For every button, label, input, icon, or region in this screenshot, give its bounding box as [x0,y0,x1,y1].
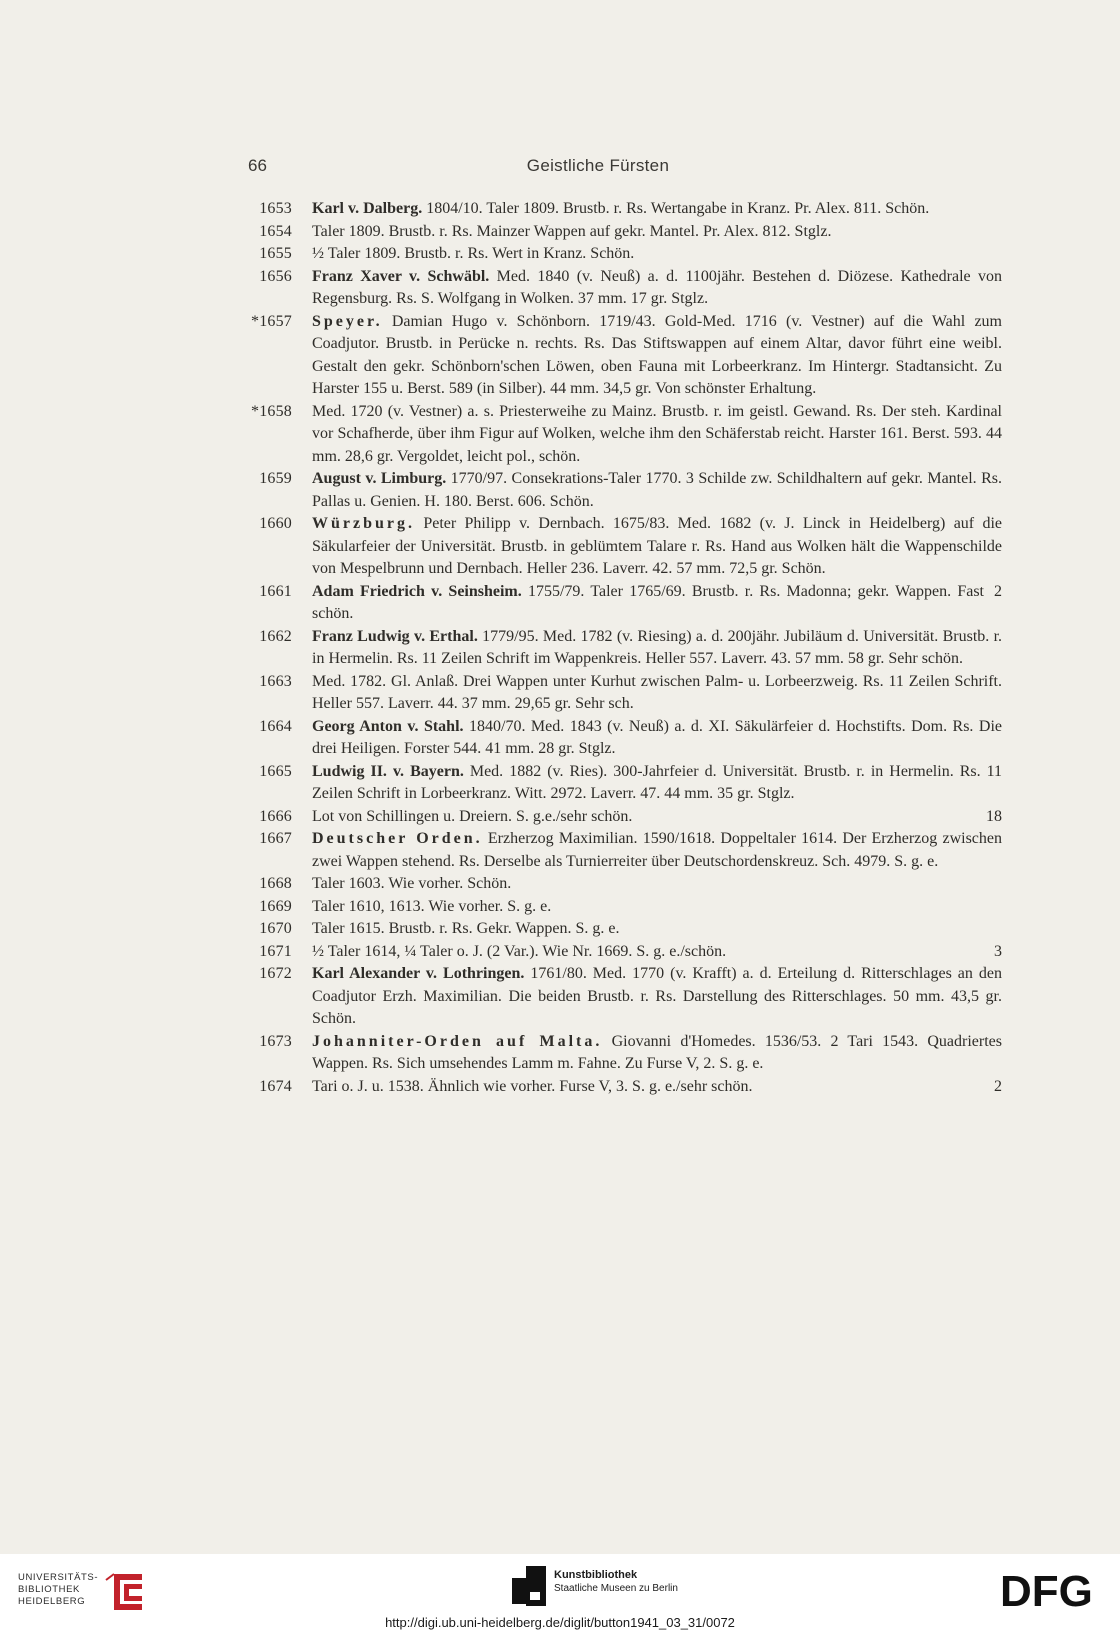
entry-number: 1663 [259,672,292,690]
entry-heading: Ludwig II. v. Bayern. [312,762,464,780]
entry-description: 1804/10. Taler 1809. Brustb. r. Rs. Wertangabe in Kranz. Pr. Alex. 811. Schön. [422,200,930,217]
lot-count: 2 [994,1077,1002,1095]
entry-heading: Würzburg. [312,515,415,532]
catalog-entry [240,716,1002,761]
catalog-entry [240,513,1002,581]
catalog-entry [240,761,1002,806]
entry-number: 1669 [259,897,292,915]
entry-description: Med. 1720 (v. Vestner) a. s. Priesterweihe zu Mainz. Brustb. r. im geistl. Gewand. Rs. Der steh. Kardinal vor Schafherde, über ihm Figur auf Wolken, welche ihm den Schäferstab reicht. Harster 161. Berst. 593. 44 mm. 28,6 gr. Vergoldet, leicht pol., schön. [312,402,1002,465]
catalog-entry [240,963,1002,1031]
entry-number: 1659 [259,470,292,487]
page-header [248,156,948,180]
entry-number: 1653 [259,200,292,217]
entry-description: Giovanni d'Homedes. 1536/53. 2 Tari 1543. Quadriertes Wappen. Rs. Sich umsehendes Lamm m. Fahne. Zu Furse V, 2. S. g. e. [312,1032,1003,1072]
ub-line: HEIDELBERG [18,1596,86,1607]
entry-number: 1665 [259,762,292,780]
entry-description: Taler 1615. Brustb. r. Rs. Gekr. Wappen. S. g. e. [312,920,620,937]
entry-description: ½ Taler 1614, ¼ Taler o. J. (2 Var.). Wie Nr. 1669. S. g. e./schön. [312,942,727,960]
kunstbibliothek-icon [512,1566,546,1606]
entry-number: 1666 [259,807,292,825]
catalog-entry [240,941,1002,964]
catalog-entry [240,873,1002,896]
ub-line: UNIVERSITÄTS- [18,1572,99,1583]
running-title: Geistliche Fürsten [526,156,670,175]
catalog-entry [240,671,1002,716]
catalog-entry [240,311,1002,401]
entry-number: 1655 [259,245,292,262]
entry-number: 1667 [259,830,292,847]
catalog-entry [240,626,1002,671]
entry-description: Taler 1603. Wie vorher. Schön. [312,875,512,892]
catalog-entry [240,828,1002,873]
lot-count: 2 [994,582,1002,600]
entry-number: 1660 [259,515,292,532]
entry-description: 1779/95. Med. 1782 (v. Riesing) a. d. 200jähr. Jubiläum d. Universität. Brustb. r. in Hermelin. Rs. 11 Zeilen Schrift im Wappenkreis. Heller 557. Laverr. 43. 57 mm. 58 gr. Sehr schön. [312,627,1003,667]
entry-number: *1658 [251,402,292,420]
entry-heading: Karl Alexander v. Lothringen. [312,965,525,982]
entry-description: Med. 1782. Gl. Anlaß. Drei Wappen unter Kurhut zwischen Palm- u. Lorbeerzweig. Rs. 11 Zeilen Schrift. Heller 557. Laverr. 44. 37 mm. 29,65 gr. Sehr sch. [312,672,1002,712]
ub-logo-mark-icon [102,1570,150,1612]
catalog-entry [240,918,1002,941]
entry-heading: Franz Ludwig v. Erthal. [312,627,478,645]
entry-heading: Johanniter-Orden auf Malta. [312,1032,603,1050]
catalog-entry [240,243,1002,266]
entry-description: Med. 1840 (v. Neuß) a. d. 1100jähr. Bestehen d. Diözese. Kathedrale von Regensburg. Rs. S. Wolfgang in Wolken. 37 mm. 17 gr. Stglz. [312,267,1002,307]
page-url[interactable]: http://digi.ub.uni-heidelberg.de/diglit/button1941_03_31/0072 [385,1615,735,1630]
entry-number: *1657 [251,312,292,330]
entry-heading: Deutscher Orden. [312,830,483,847]
kunstbibliothek-title: Kunstbibliothek [554,1569,638,1581]
entry-description: ½ Taler 1809. Brustb. r. Rs. Wert in Kranz. Schön. [312,245,635,262]
entry-number: 1661 [259,582,292,600]
catalog-entry [240,266,1002,311]
kunstbibliothek-logo[interactable] [512,1566,712,1610]
entry-heading: Franz Xaver v. Schwäbl. [312,267,490,285]
entry-number: 1668 [259,875,292,892]
entry-number: 1674 [259,1077,292,1095]
entry-description: 1770/97. Consekrations-Taler 1770. 3 Schilde zw. Schildhaltern auf gekr. Mantel. Rs. Pallas u. Genien. H. 180. Berst. 606. Schön. [312,470,1002,510]
entry-description: Taler 1610, 1613. Wie vorher. S. g. e. [312,897,552,915]
entry-number: 1654 [259,222,292,240]
entry-description: 1755/79. Taler 1765/69. Brustb. r. Rs. Madonna; gekr. Wappen. Fast schön. [312,582,985,622]
catalog-entries [240,198,1002,1098]
page-number: 66 [248,156,267,175]
entry-description: Tari o. J. u. 1538. Ähnlich wie vorher. Furse V, 3. S. g. e./sehr schön. [312,1077,753,1095]
entry-heading: Adam Friedrich v. Seinsheim. [312,582,522,600]
catalog-entry [240,806,1002,829]
catalog-entry [240,1031,1002,1076]
catalog-entry [240,468,1002,513]
catalog-entry [240,896,1002,919]
catalog-entry [240,1076,1002,1099]
entry-description: 1761/80. Med. 1770 (v. Krafft) a. d. Erteilung d. Ritterschlages an den Coadjutor Erzh. Maximilian. Die beiden Brustb. r. Rs. Darstellung des Ritterschlages. 50 mm. 43,5 gr. Schön. [312,965,1002,1027]
entry-number: 1672 [259,965,292,982]
viewer-footer [0,1554,1120,1632]
university-library-name [18,1572,100,1608]
entry-description: Peter Philipp v. Dernbach. 1675/83. Med. 1682 (v. J. Linck in Heidelberg) auf die Säkularfeier der Universität. Brustb. in geblümtem Talare r. Rs. Hand aus Wolken hält die Wappenschilde von Mespelbrunn und Dernbach. Heller 236. Laverr. 42. 57 mm. 72,5 gr. Schön. [312,515,1002,577]
entry-description: Damian Hugo v. Schönborn. 1719/43. Gold-Med. 1716 (v. Vestner) auf die Wahl zum Coadjutor. Brustb. in Perücke n. rechts. Rs. Das Stiftswappen auf einem Altar, davor führt eine weibl. Gestalt den gekr. Schönborn'schen Löwen, oben Fauna mit Lorbeerkranz. Im Hintergr. Stadtansicht. Zu Harster 155 u. Berst. 589 (in Silber). 44 mm. 34,5 gr. Von schönster Erhaltung. [312,312,1002,397]
ub-line: BIBLIOTHEK [18,1584,80,1595]
entry-number: 1671 [259,942,292,960]
entry-description: Taler 1809. Brustb. r. Rs. Mainzer Wappen auf gekr. Mantel. Pr. Alex. 812. Stglz. [312,222,832,240]
entry-number: 1656 [259,267,292,285]
entry-heading: August v. Limburg. [312,470,447,487]
entry-description: Med. 1882 (v. Ries). 300-Jahrfeier d. Universität. Brustb. r. in Hermelin. Rs. 11 Zeilen Schrift in Lorbeerkranz. Witt. 2972. Laverr. 47. 44 mm. 35 gr. Stglz. [312,762,1003,802]
entry-description: 1840/70. Med. 1843 (v. Neuß) a. d. XI. Säkulärfeier d. Hochstifts. Dom. Rs. Die drei Heiligen. Forster 544. 41 mm. 28 gr. Stglz. [312,717,1003,757]
entry-number: 1670 [259,920,292,937]
entry-description: Erzherzog Maximilian. 1590/1618. Doppeltaler 1614. Der Erzherzog zwischen zwei Wappen stehend. Rs. Derselbe als Turnierreiter über Deutschordenskreuz. Sch. 4979. S. g. e. [312,830,1003,870]
lot-count: 3 [994,942,1002,960]
dfg-logo[interactable] [1000,1568,1110,1610]
catalog-entry [240,401,1002,469]
entry-number: 1664 [259,717,292,735]
entry-number: 1662 [259,627,292,645]
entry-heading: Georg Anton v. Stahl. [312,717,464,735]
entry-number: 1673 [259,1032,292,1050]
catalog-entry [240,581,1002,626]
catalog-entry [240,198,1002,221]
university-library-logo[interactable] [18,1566,158,1616]
entry-heading: Karl v. Dalberg. [312,200,423,217]
lot-count: 18 [986,807,1002,825]
kunstbibliothek-subtitle: Staatliche Museen zu Berlin [554,1583,678,1594]
entry-heading: Speyer. [312,312,383,330]
dfg-label: DFG [1000,1568,1093,1610]
catalog-entry [240,221,1002,244]
entry-description: Lot von Schillingen u. Dreiern. S. g.e./sehr schön. [312,807,633,825]
